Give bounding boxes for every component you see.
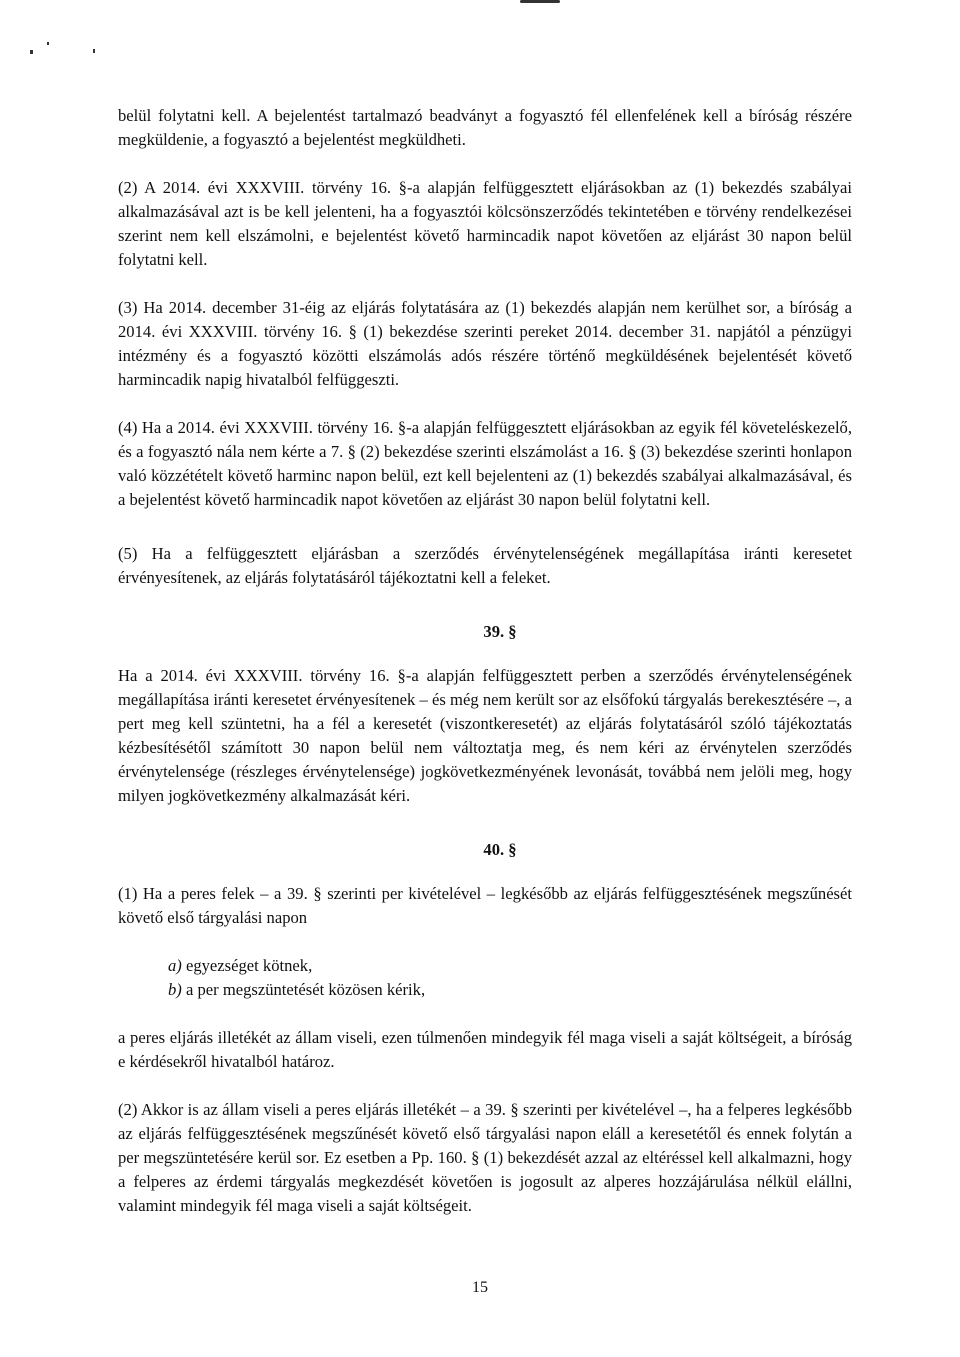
scan-artifact [30,50,33,54]
list-item-b [118,978,852,1002]
section-heading-39: 39. § [483,622,517,641]
page-number: 15 [472,1279,488,1296]
list-text-b: a per megszüntetését közösen kérik, [181,980,426,999]
list-marker-b: b) [168,980,182,999]
scan-artifact [47,42,49,45]
list-marker-a: a) [168,956,182,975]
list-item-a [118,954,852,978]
section-heading-40: 40. § [483,840,517,859]
scan-artifact [520,0,560,3]
paragraph-3: (3) Ha 2014. december 31-éig az eljárás folytatására az (1) bekezdés alapján nem kerülhet sor, a bíróság a 2014. évi XXXVIII. törvény 16. § (1) bekezdése szerinti pereket 2014. december 31. napjától a pénzügyi intézmény és a fogyasztó közötti elszámolás adós részére történő megküldésének bejelentését követő harmincadik napig hivatalból felfüggeszti. [118,298,852,389]
paragraph-5: (5) Ha a felfüggesztett eljárásban a szerződés érvénytelenségének megállapítása iránti keresetet érvényesítenek, az eljárás folytatásáról tájékoztatni kell a feleket. [118,544,852,587]
document-body [118,104,852,1218]
section-40-closing: a peres eljárás illetékét az állam viseli, ezen túlmenően mindegyik fél maga viseli a saját költségeit, a bíróság e kérdésekről hivatalból határoz. [118,1028,852,1071]
scan-artifact [93,49,95,53]
list-text-a: egyezséget kötnek, [181,956,313,975]
paragraph-continuation: belül folytatni kell. A bejelentést tartalmazó beadványt a fogyasztó fél ellenfelének kell a bíróság részére megküldenie, a fogyasztó a bejelentést megküldheti. [118,106,852,149]
section-40-paragraph-2: (2) Akkor is az állam viseli a peres eljárás illetékét – a 39. § szerinti per kivételével –, ha a felperes legkésőbb az eljárás felfüggesztésének megszűnését követő első tárgyalási napon eláll a keresetétől és ennek folytán a per megszüntetésére kerül sor. Ez esetben a Pp. 160. § (1) bekezdését azzal az eltéréssel kell alkalmazni, hogy a felperes az érdemi tárgyalás megkezdését követően is jogosult az alperes hozzájárulása nélkül elállni, valamint mindegyik fél maga viseli a saját költségeit. [118,1100,852,1215]
paragraph-4: (4) Ha a 2014. évi XXXVIII. törvény 16. §-a alapján felfüggesztett eljárásokban az egyik fél követeléskezelő, és a fogyasztó nála nem kérte a 7. § (2) bekezdése szerinti elszámolást a 16. § (3) bekezdése szerinti honlapon való közzétételt követő harminc napon belül, ezt kell bejelenteni az (1) bekezdés szabályai alkalmazásával, és a bejelentést követő harmincadik napot követően az eljárást 30 napon belül folytatni kell. [118,418,852,509]
paragraph-2: (2) A 2014. évi XXXVIII. törvény 16. §-a alapján felfüggesztett eljárásokban az (1) bekezdés szabályai alkalmazásával azt is be kell jelenteni, ha a fogyasztói kölcsönszerződés tekintetében e törvény rendelkezései szerint nem kell elszámolni, e bejelentést követő harmincadik napot követően az eljárást 30 napon belül folytatni kell. [118,178,852,269]
section-39-text: Ha a 2014. évi XXXVIII. törvény 16. §-a alapján felfüggesztett perben a szerződés érvénytelenségének megállapítása iránti keresetet érvényesítenek – és még nem került sor az elsőfokú tárgyalás berekesztésére –, a pert meg kell szüntetni, ha a fél a keresetét (viszontkeresetét) az eljárás folytatásáról szóló tájékoztatás kézbesítésétől számított 30 napon belül nem változtatja meg, és nem kéri az érvénytelen szerződés érvénytelensége (részleges érvénytelensége) jogkövetkezményének levonását, továbbá nem jelöli meg, hogy milyen jogkövetkezmény alkalmazását kéri. [118,666,852,805]
section-40-paragraph-1: (1) Ha a peres felek – a 39. § szerinti per kivételével – legkésőbb az eljárás felfüggesztésének megszűnését követő első tárgyalási napon [118,884,852,927]
